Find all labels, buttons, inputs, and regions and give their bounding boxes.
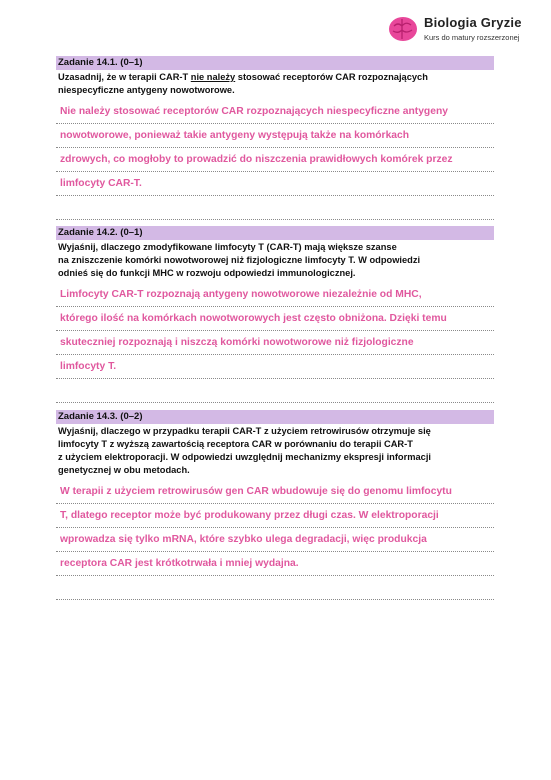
answer-line [56, 576, 494, 600]
answer-line: T, dlatego receptor może być produkowany przez długi czas. W elektroporacji [56, 504, 494, 528]
prompt-line: limfocyty T z wyższą zawartością receptora CAR w porównaniu do terapii CAR-T [58, 439, 413, 449]
answer-line: zdrowych, co mogłoby to prowadzić do niszczenia prawidłowych komórek przez [56, 148, 494, 172]
task-14-1 [56, 56, 494, 220]
brand-title: Biologia Gryzie [424, 15, 522, 30]
answer-line: nowotworowe, ponieważ takie antygeny występują także na komórkach [56, 124, 494, 148]
answer-line: którego ilość na komórkach nowotworowych jest często obniżona. Dzięki temu [56, 307, 494, 331]
brand-header [384, 14, 544, 48]
answer-area [56, 480, 494, 600]
prompt-emphasis: nie należy [190, 72, 236, 82]
task-prompt [56, 425, 494, 477]
prompt-text: stosować receptorów CAR rozpoznających [235, 72, 428, 82]
answer-line: limfocyty T. [56, 355, 494, 379]
prompt-line: z użyciem elektroporacji. W odpowiedzi uwzględnij mechanizmy ekspresji informacji [58, 452, 432, 462]
answer-line: receptora CAR jest krótkotrwała i mniej wydajna. [56, 552, 494, 576]
answer-line: Limfocyty CAR-T rozpoznają antygeny nowotworowe niezależnie od MHC, [56, 283, 494, 307]
answer-line [56, 196, 494, 220]
task-title: Zadanie 14.1. (0–1) [56, 56, 494, 70]
answer-line: skuteczniej rozpoznają i niszczą komórki nowotworowe niż fizjologiczne [56, 331, 494, 355]
answer-line: W terapii z użyciem retrowirusów gen CAR wbudowuje się do genomu limfocytu [56, 480, 494, 504]
task-prompt [56, 71, 494, 97]
prompt-line: na zniszczenie komórki nowotworowej niż fizjologiczne limfocyty T. W odpowiedzi [58, 255, 421, 265]
brand-subtitle: Kurs do matury rozszerzonej [424, 33, 520, 42]
answer-line: wprowadza się tylko mRNA, które szybko ulega degradacji, więc produkcja [56, 528, 494, 552]
task-14-2 [56, 226, 494, 403]
prompt-line: niespecyficzne antygeny nowotworowe. [58, 85, 235, 95]
task-prompt [56, 241, 494, 280]
task-14-3 [56, 410, 494, 600]
prompt-line: Wyjaśnij, dlaczego zmodyfikowane limfocyty T (CAR-T) mają większe szanse [58, 242, 397, 252]
answer-area [56, 283, 494, 403]
prompt-text: Uzasadnij, że w terapii CAR-T [58, 72, 191, 82]
answer-line: Nie należy stosować receptorów CAR rozpoznających niespecyficzne antygeny [56, 100, 494, 124]
answer-line [56, 379, 494, 403]
answer-area [56, 100, 494, 220]
brain-icon [388, 14, 418, 44]
task-title: Zadanie 14.2. (0–1) [56, 226, 494, 240]
prompt-line: genetycznej w obu metodach. [58, 465, 190, 475]
answer-line: limfocyty CAR-T. [56, 172, 494, 196]
task-title: Zadanie 14.3. (0–2) [56, 410, 494, 424]
prompt-line [58, 71, 494, 84]
prompt-line: odnieś się do funkcji MHC w rozwoju odpowiedzi immunologicznej. [58, 268, 356, 278]
prompt-line: Wyjaśnij, dlaczego w przypadku terapii CAR-T z użyciem retrowirusów otrzymuje się [58, 426, 431, 436]
